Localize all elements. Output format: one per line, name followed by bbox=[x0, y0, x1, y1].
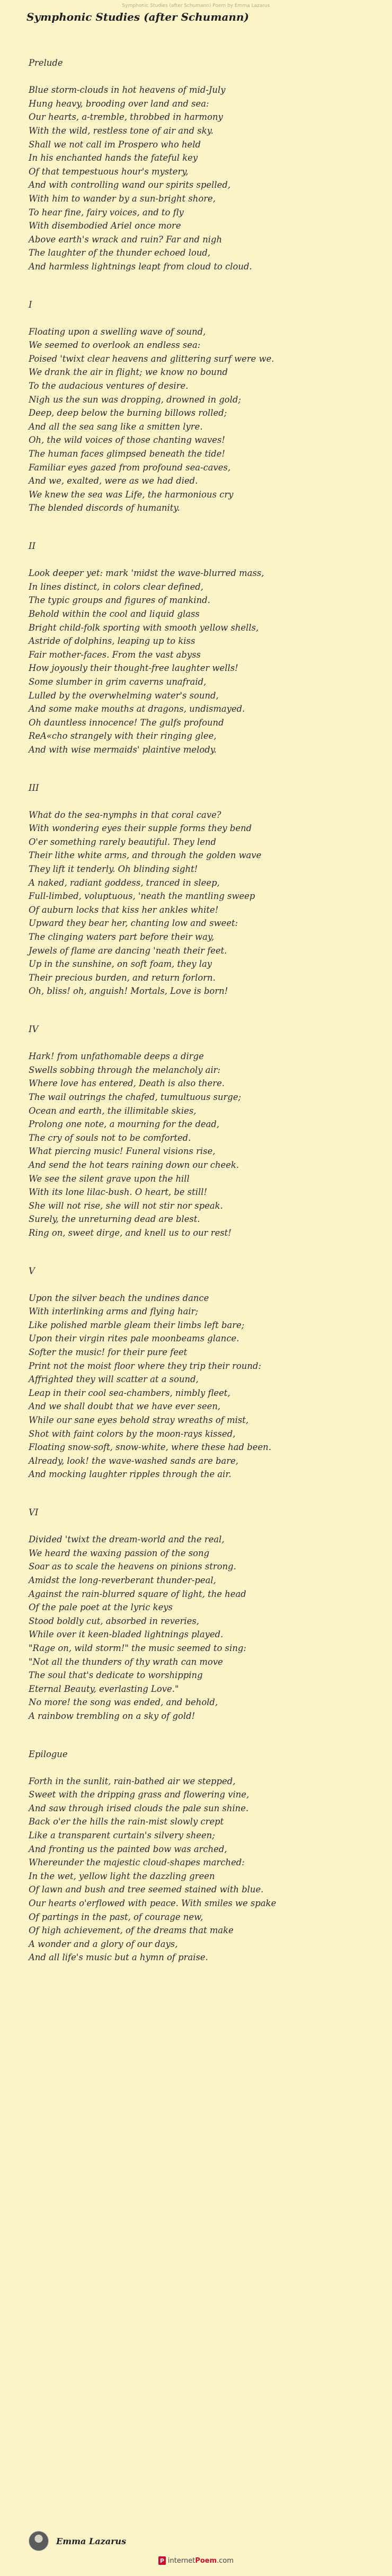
poem-line: Blue storm-clouds in hot heavens of mid-July bbox=[29, 85, 226, 95]
poem-line: Swells sobbing through the melancholy air: bbox=[29, 1064, 221, 1075]
poem-line: With interlinking arms and flying hair; bbox=[29, 1306, 198, 1317]
poem-line: She will not rise, she will not stir nor speak. bbox=[29, 1200, 223, 1211]
poem-line: How joyously their thought-free laughter wells! bbox=[29, 663, 238, 674]
poem-line: Whereunder the majestic cloud-shapes marched: bbox=[29, 1857, 245, 1868]
poem-line: Surely, the unreturning dead are blest. bbox=[29, 1214, 200, 1225]
poem-line: Lulled by the overwhelming water's sound, bbox=[29, 690, 219, 701]
poem-line: And mocking laughter ripples through the air. bbox=[29, 1469, 231, 1480]
poem-line: Print not the moist floor where they trip their round: bbox=[29, 1360, 261, 1371]
brand-logo-icon: P bbox=[158, 2556, 166, 2565]
poem-line: The soul that's dedicate to worshipping bbox=[29, 1670, 203, 1681]
poem-line: Divided 'twixt the dream-world and the real, bbox=[29, 1534, 225, 1545]
poem-line: Fair mother-faces. From the vast abyss bbox=[29, 649, 201, 660]
author-name[interactable]: Emma Lazarus bbox=[56, 2536, 127, 2546]
poem-line: With wondering eyes their supple forms they bend bbox=[29, 823, 252, 834]
poem-line: The clinging waters part before their way, bbox=[29, 932, 215, 942]
poem-line: And all the sea sang like a smitten lyre. bbox=[29, 421, 203, 432]
poem-line: Jewels of flame are dancing 'neath their feet. bbox=[29, 945, 227, 956]
poem-section bbox=[29, 298, 368, 516]
poem-line: Softer the music! for their pure feet bbox=[29, 1347, 188, 1358]
poem-line: And all life's music but a hymn of praise. bbox=[29, 1952, 208, 1963]
poem-line: In his enchanted hands the fateful key bbox=[29, 153, 198, 163]
brand-name bbox=[168, 2557, 234, 2565]
poem-line: The human faces glimpsed beneath the tide! bbox=[29, 449, 225, 459]
poem-line: Forth in the sunlit, rain-bathed air we stepped, bbox=[29, 1776, 236, 1786]
poem-line: Like a transparent curtain's silvery sheen; bbox=[29, 1830, 215, 1841]
poem-section bbox=[29, 56, 368, 274]
poem-line: Already, look! the wave-washed sands are bare, bbox=[29, 1455, 238, 1466]
poem-line: Ocean and earth, the illimitable skies, bbox=[29, 1105, 197, 1116]
poem-section bbox=[29, 1023, 368, 1240]
poem-line: We knew the sea was Life, the harmonious cry bbox=[29, 489, 234, 500]
poem-line: The cry of souls not to be comforted. bbox=[29, 1132, 191, 1143]
poem-line: We seemed to overlook an endless sea: bbox=[29, 340, 201, 351]
poem-line: ReA«cho strangely with their ringing glee, bbox=[29, 731, 217, 741]
poem-line: And with controlling wand our spirits spelled, bbox=[29, 180, 231, 190]
poem-line: Ring on, sweet dirge, and knell us to our rest! bbox=[29, 1227, 231, 1238]
poem-line: Eternal Beauty, everlasting Love." bbox=[29, 1683, 179, 1694]
poem-line: Sweet with the dripping grass and flowering vine, bbox=[29, 1789, 250, 1800]
poem-line: And we shall doubt that we have ever seen, bbox=[29, 1401, 221, 1412]
poem-line: And fronting us the painted bow was arched, bbox=[29, 1844, 227, 1854]
site-brand[interactable] bbox=[0, 2556, 392, 2565]
poem-line: Deep, deep below the burning billows rolled; bbox=[29, 408, 227, 418]
poem-line: A naked, radiant goddess, tranced in sleep, bbox=[29, 877, 220, 888]
poem-line: Shot with faint colors by the moon-rays kissed, bbox=[29, 1428, 236, 1439]
poem-line: Floating snow-soft, snow-white, where these had been. bbox=[29, 1442, 271, 1453]
poem-line: What do the sea-nymphs in that coral cave? bbox=[29, 809, 221, 820]
section-heading: VI bbox=[29, 1507, 39, 1517]
poem-line: Upon the silver beach the undines dance bbox=[29, 1293, 209, 1303]
poem-line: Soar as to scale the heavens on pinions strong. bbox=[29, 1561, 236, 1572]
poem-line: And harmless lightnings leapt from cloud to cloud. bbox=[29, 261, 252, 272]
poem-line: We see the silent grave upon the hill bbox=[29, 1173, 190, 1184]
poem-line: Their precious burden, and return forlorn. bbox=[29, 972, 216, 983]
poem-line: Floating upon a swelling wave of sound, bbox=[29, 326, 206, 337]
poem-line: A rainbow trembling on a sky of gold! bbox=[29, 1710, 195, 1721]
poem-line: Up in the sunshine, on soft foam, they lay bbox=[29, 959, 212, 970]
poem-line: Shall we not call im Prospero who held bbox=[29, 139, 201, 150]
poem-line: The laughter of the thunder echoed loud, bbox=[29, 248, 211, 258]
poem-section bbox=[29, 1264, 368, 1482]
poem-line: And some make mouths at dragons, undismayed. bbox=[29, 704, 245, 714]
section-heading: I bbox=[29, 299, 32, 310]
poem-line: Of partings in the past, of courage new, bbox=[29, 1911, 203, 1922]
poem-line: We drank the air in flight; we know no bound bbox=[29, 367, 228, 378]
poem-line: Look deeper yet: mark 'midst the wave-blurred mass, bbox=[29, 568, 264, 579]
poem-line: Stood boldly cut, absorbed in reveries, bbox=[29, 1616, 199, 1626]
section-heading: IV bbox=[29, 1024, 39, 1034]
poem-line: They lift it tenderly. Oh blinding sight! bbox=[29, 864, 198, 875]
brand-domain: .com bbox=[217, 2556, 234, 2565]
poem-line: Oh, the wild voices of those chanting waves! bbox=[29, 435, 225, 446]
poem-section bbox=[29, 1748, 368, 1965]
section-heading: Epilogue bbox=[29, 1749, 68, 1759]
poem-line: And with wise mermaids' plaintive melody. bbox=[29, 744, 217, 755]
top-banner: Symphonic Studies (after Schumann) Poem by Emma Lazarus bbox=[122, 3, 270, 8]
poem-line: Poised 'twixt clear heavens and glittering surf were we. bbox=[29, 353, 274, 364]
poem-line: Leap in their cool sea-chambers, nimbly fleet, bbox=[29, 1387, 230, 1398]
poem-line: Familiar eyes gazed from profound sea-caves, bbox=[29, 462, 231, 473]
poem-line: Against the rain-blurred square of light, the head bbox=[29, 1588, 246, 1599]
poem-title: Symphonic Studies (after Schumann) bbox=[26, 11, 249, 23]
section-heading: V bbox=[29, 1265, 35, 1276]
poem-line: Oh, bliss! oh, anguish! Mortals, Love is born! bbox=[29, 986, 228, 997]
poem-line: What piercing music! Funeral visions rise, bbox=[29, 1146, 216, 1157]
poem-line: Affrighted they will scatter at a sound, bbox=[29, 1374, 199, 1385]
author-footer bbox=[29, 2531, 126, 2551]
poem-line: Above earth's wrack and ruin? Far and nigh bbox=[29, 234, 222, 244]
poem-line: And send the hot tears raining down our cheek. bbox=[29, 1159, 239, 1170]
poem-line: The blended discords of humanity. bbox=[29, 503, 180, 513]
poem-line: Astride of dolphins, leaping up to kiss bbox=[29, 636, 195, 647]
poem-line: To hear fine, fairy voices, and to fly bbox=[29, 207, 184, 217]
poem-line: "Rage on, wild storm!" the music seemed to sing: bbox=[29, 1643, 246, 1653]
poem-line: Bright child-folk sporting with smooth yellow shells, bbox=[29, 622, 259, 633]
brand-name-prefix: internet bbox=[167, 2556, 195, 2565]
poem-line: With the wild, restless tone of air and sky. bbox=[29, 125, 213, 136]
poem-line: Hung heavy, brooding over land and sea: bbox=[29, 98, 209, 109]
poem-line: To the audacious ventures of desire. bbox=[29, 381, 189, 391]
author-avatar[interactable] bbox=[29, 2531, 49, 2551]
poem-line: Like polished marble gleam their limbs left bare; bbox=[29, 1320, 245, 1330]
poem-line: Behold within the cool and liquid glass bbox=[29, 608, 200, 619]
poem-line: A wonder and a glory of our days, bbox=[29, 1938, 178, 1949]
poem-line: In the wet, yellow light the dazzling green bbox=[29, 1871, 215, 1881]
poem-line: Upon their virgin rites pale moonbeams glance. bbox=[29, 1333, 239, 1344]
poem-line: Oh dauntless innocence! The gulfs profound bbox=[29, 717, 224, 728]
poem-line: Full-limbed, voluptuous, 'neath the mantling sweep bbox=[29, 891, 255, 902]
poem-line: Nigh us the sun was dropping, drowned in gold; bbox=[29, 394, 241, 405]
poem-section bbox=[29, 539, 368, 757]
section-heading: II bbox=[29, 541, 35, 551]
section-heading: III bbox=[29, 782, 39, 793]
poem-line: Upward they bear her, chanting low and sweet: bbox=[29, 918, 238, 929]
poem-line: We heard the waxing passion of the song bbox=[29, 1548, 210, 1558]
poem-line: With disembodied Ariel once more bbox=[29, 221, 181, 231]
poem-line: Amidst the long-reverberant thunder-peal, bbox=[29, 1575, 216, 1585]
poem-line: Some slumber in grim caverns unafraid, bbox=[29, 676, 207, 687]
poem-line: Of that tempestuous hour's mystery, bbox=[29, 166, 189, 177]
poem-line: O'er something rarely beautiful. They lend bbox=[29, 836, 216, 847]
poem-line: With its lone lilac-bush. O heart, be still! bbox=[29, 1187, 208, 1198]
poem-line: Prolong one note, a mourning for the dead, bbox=[29, 1119, 220, 1130]
poem-line: "Not all the thunders of thy wrath can move bbox=[29, 1656, 223, 1667]
poem-line: Where love has entered, Death is also there. bbox=[29, 1078, 225, 1089]
poem-line: Our hearts o'erflowed with peace. With smiles we spake bbox=[29, 1898, 277, 1909]
brand-name-suffix: Poem bbox=[195, 2556, 217, 2565]
poem-line: No more! the song was ended, and behold, bbox=[29, 1697, 218, 1708]
poem-line: Their lithe white arms, and through the golden wave bbox=[29, 850, 262, 861]
poem-line: And saw through irised clouds the pale sun shine. bbox=[29, 1803, 249, 1813]
poem-line: Of auburn locks that kiss her ankles white! bbox=[29, 904, 219, 915]
poem-line: Back o'er the hills the rain-mist slowly crept bbox=[29, 1817, 224, 1827]
poem-section bbox=[29, 781, 368, 999]
poem-line: Our hearts, a-tremble, throbbed in harmony bbox=[29, 112, 223, 123]
poem-section bbox=[29, 1506, 368, 1723]
poem-body bbox=[29, 56, 368, 1989]
poem-line: The typic groups and figures of mankind. bbox=[29, 595, 210, 606]
poem-line: In lines distinct, in colors clear defined, bbox=[29, 581, 203, 592]
poem-line: The wail outrings the chafed, tumultuous surge; bbox=[29, 1091, 242, 1102]
poem-line: With him to wander by a sun-bright shore, bbox=[29, 193, 216, 204]
poem-line: Of lawn and bush and tree seemed stained with blue. bbox=[29, 1884, 264, 1895]
poem-line: Of the pale poet at the lyric keys bbox=[29, 1602, 173, 1613]
poem-line: While over it keen-bladed lightnings played. bbox=[29, 1629, 224, 1640]
poem-line: Of high achievement, of the dreams that make bbox=[29, 1925, 234, 1936]
section-heading: Prelude bbox=[29, 58, 63, 68]
poem-line: Hark! from unfathomable deeps a dirge bbox=[29, 1051, 204, 1062]
poem-line: While our sane eyes behold stray wreaths of mist, bbox=[29, 1415, 249, 1426]
poem-line: And we, exalted, were as we had died. bbox=[29, 476, 198, 486]
